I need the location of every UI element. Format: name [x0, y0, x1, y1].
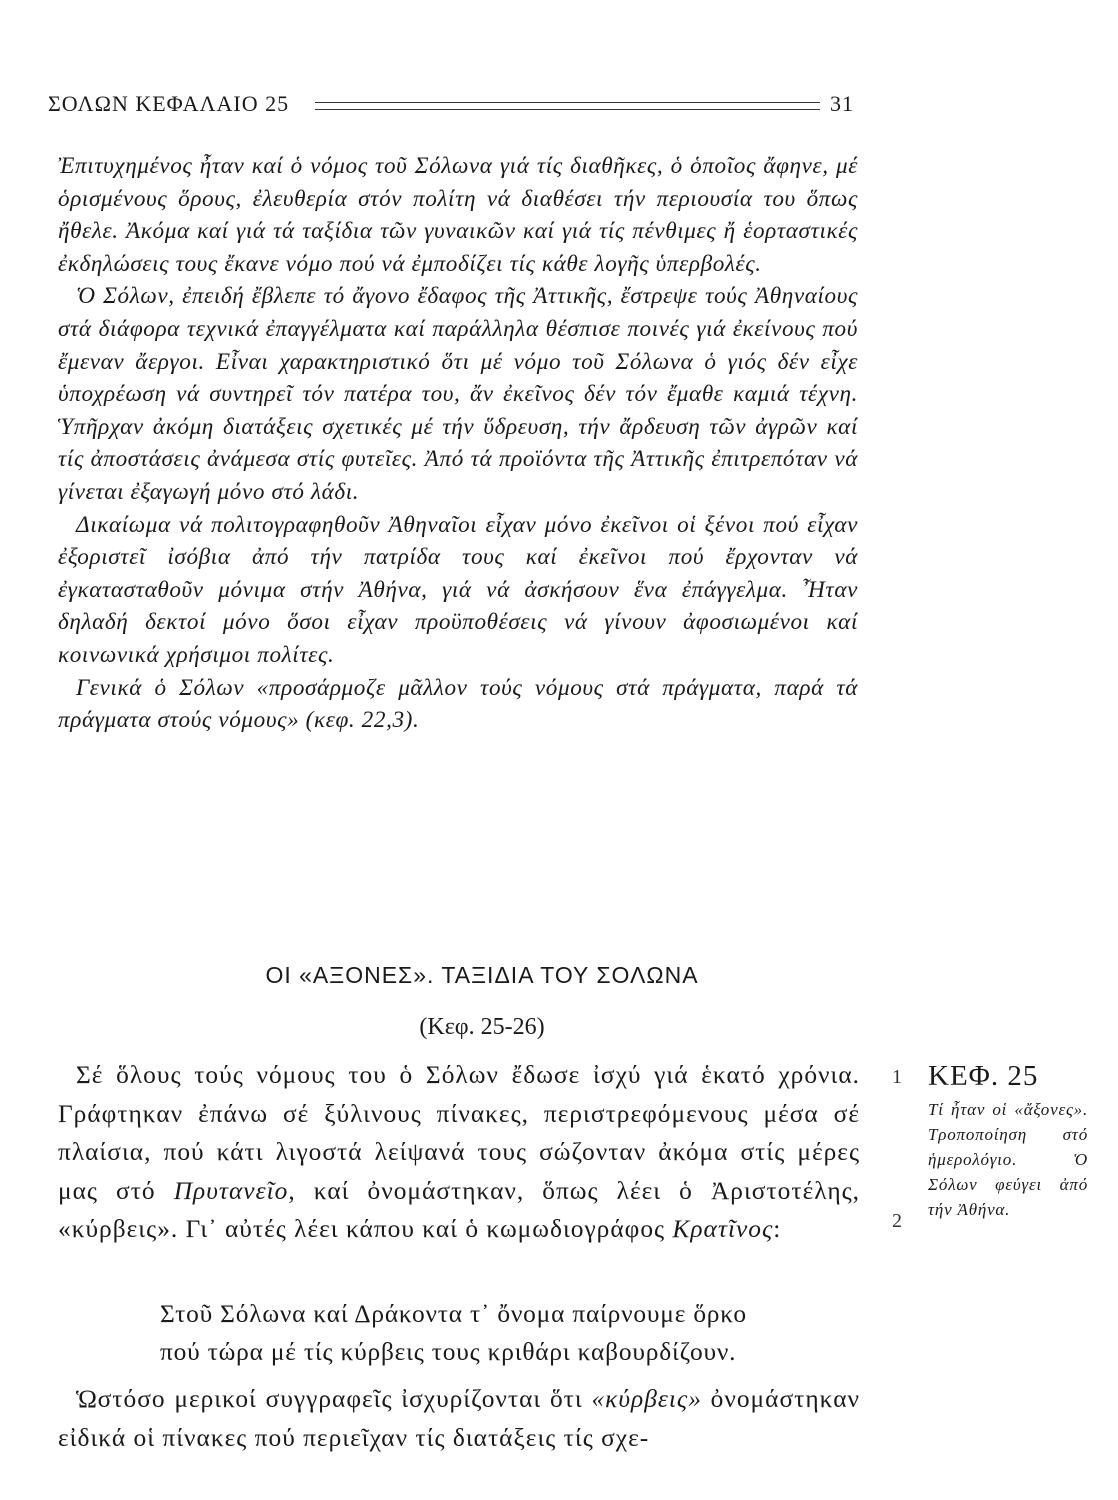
header-rule	[315, 102, 820, 110]
verse-line: Στοῦ Σόλωνα καί Δράκοντα τ᾿ ὄνομα παίρνουμε ὅρκο	[160, 1300, 747, 1328]
verse-line: πού τώρα μέ τίς κύρβεις τους κριθάρι καβουρδίζουν.	[160, 1338, 737, 1366]
line-number: 2	[892, 1210, 902, 1232]
running-header	[48, 86, 854, 122]
summary-paragraph: Ὁ Σόλων, ἐπειδή ἔβλεπε τό ἄγονο ἔδαφος τῆς Ἀττικῆς, ἔστρεψε τούς Ἀθηναίους στά διάφορα τεχνικά ἐπαγγέλματα καί παράλληλα θέσπισε ποινές γιά ἐκείνους πού ἔμεναν ἄεργοι. Εἶναι χαρακτηριστικό ὅτι μέ νόμο τοῦ Σόλωνα ὁ γιός δέν εἶχε ὑποχρέωση νά συντηρεῖ τόν πατέρα του, ἄν ἐκεῖνος δέν τόν ἔμαθε καμιά τέχνη. Ὑπῆρχαν ἀκόμη διατάξεις σχετικές μέ τήν ὕδρευση, τήν ἄρδευση τῶν ἀγρῶν καί τίς ἀποστάσεις ἀνάμεσα στίς φυτεῖες. Ἀπό τά προϊόντα τῆς Ἀττικῆς ἐπιτρεπόταν νά γίνεται ἐξαγωγή μόνο στό λάδι.	[58, 283, 858, 505]
summary-paragraph: Γενικά ὁ Σόλων «προσάρμοζε μᾶλλον τούς νόμους στά πράγματα, παρά τά πράγματα στούς νόμους» (κεφ. 22,3).	[58, 674, 858, 734]
poet-name: Κρατῖνος	[672, 1215, 774, 1244]
term: «κύρβεις»	[591, 1385, 702, 1413]
text-run: , καί ὀνομάστηκαν, ὅπως λέει ὁ Ἀριστοτέλης, «κύρβεις». Γι᾿ αὐτές λέει κάπου καί ὁ κωμωδιογράφος	[58, 1176, 860, 1244]
text-run: Ὡστόσο μερικοί συγγραφεῖς ἰσχυρίζονται ὅτι	[76, 1385, 592, 1413]
margin-note	[928, 1060, 1088, 1222]
running-title: ΣΟΛΩΝ ΚΕΦΑΛΑΙΟ 25	[48, 91, 290, 116]
line-number: 1	[892, 1066, 902, 1088]
chapter-label: ΚΕΦ. 25	[928, 1060, 1039, 1092]
section-title: ΟΙ «ΑΞΟΝΕΣ». ΤΑΞΙΔΙΑ ΤΟΥ ΣΟΛΩΝΑ	[265, 962, 699, 988]
text-run: Σέ ὅλους τούς νόμους του ὁ Σόλων ἔδωσε ἰσχύ γιά ἑκατό χρόνια. Γράφτηκαν ἐπάνω σέ ξύλινους πίνακες, περιστρεφόμενους μέσα σέ πλαίσια, πού κάτι λιγοστά λείψανά τους σώζονταν ἀκόμα στίς μέρες μας στό	[58, 1061, 860, 1205]
text-run: ὀνομάστηκαν εἰδικά οἱ πίνακες πού περιεῖχαν τίς διατάξεις τίς σχε-	[58, 1385, 860, 1452]
summary-text	[58, 150, 858, 737]
text-run: :	[773, 1215, 782, 1244]
translation-paragraph	[58, 1056, 860, 1249]
section-subtitle: (Κεφ. 25-26)	[419, 1014, 545, 1040]
margin-summary: Τί ἦταν οἱ «ἄξονες». Τροποποίηση στό ἡμερολόγιο. Ὁ Σόλων φεύγει ἀπό τήν Ἀθήνα.	[928, 1100, 1088, 1219]
translation-text-continued	[58, 1380, 860, 1457]
place-name: Πρυτανεῖο	[173, 1176, 289, 1205]
summary-paragraph: Ἐπιτυχημένος ἦταν καί ὁ νόμος τοῦ Σόλωνα γιά τίς διαθῆκες, ὁ ὁποῖος ἄφηνε, μέ ὁρισμένους ὅρους, ἐλευθερία στόν πολίτη νά διαθέσει τήν περιουσία του ὅπως ἤθελε. Ἀκόμα καί γιά τά ταξίδια τῶν γυναικῶν καί γιά τίς πένθιμες ἤ ἑορταστικές ἐκδηλώσεις τους ἔκανε νόμο πού νά ἐμποδίζει τίς κάθε λογῆς ὑπερβολές.	[58, 153, 858, 277]
page-number: 31	[830, 91, 854, 116]
translation-text	[58, 1056, 860, 1249]
translation-paragraph	[58, 1380, 860, 1457]
verse-quote	[160, 1295, 860, 1371]
summary-paragraph: Δικαίωμα νά πολιτογραφηθοῦν Ἀθηναῖοι εἶχαν μόνο ἐκεῖνοι οἱ ξένοι πού εἶχαν ἐξοριστεῖ ἰσόβια ἀπό τήν πατρίδα τους καί ἐκεῖνοι πού ἔρχονταν νά ἐγκατασταθοῦν μόνιμα στήν Ἀθήνα, γιά νά ἀσκήσουν ἕνα ἐπάγγελμα. Ἦταν δηλαδή δεκτοί μόνο ὅσοι εἶχαν προϋποθέσεις νά γίνουν ἀφοσιωμένοι καί κοινωνικά χρήσιμοι πολίτες.	[58, 511, 858, 668]
